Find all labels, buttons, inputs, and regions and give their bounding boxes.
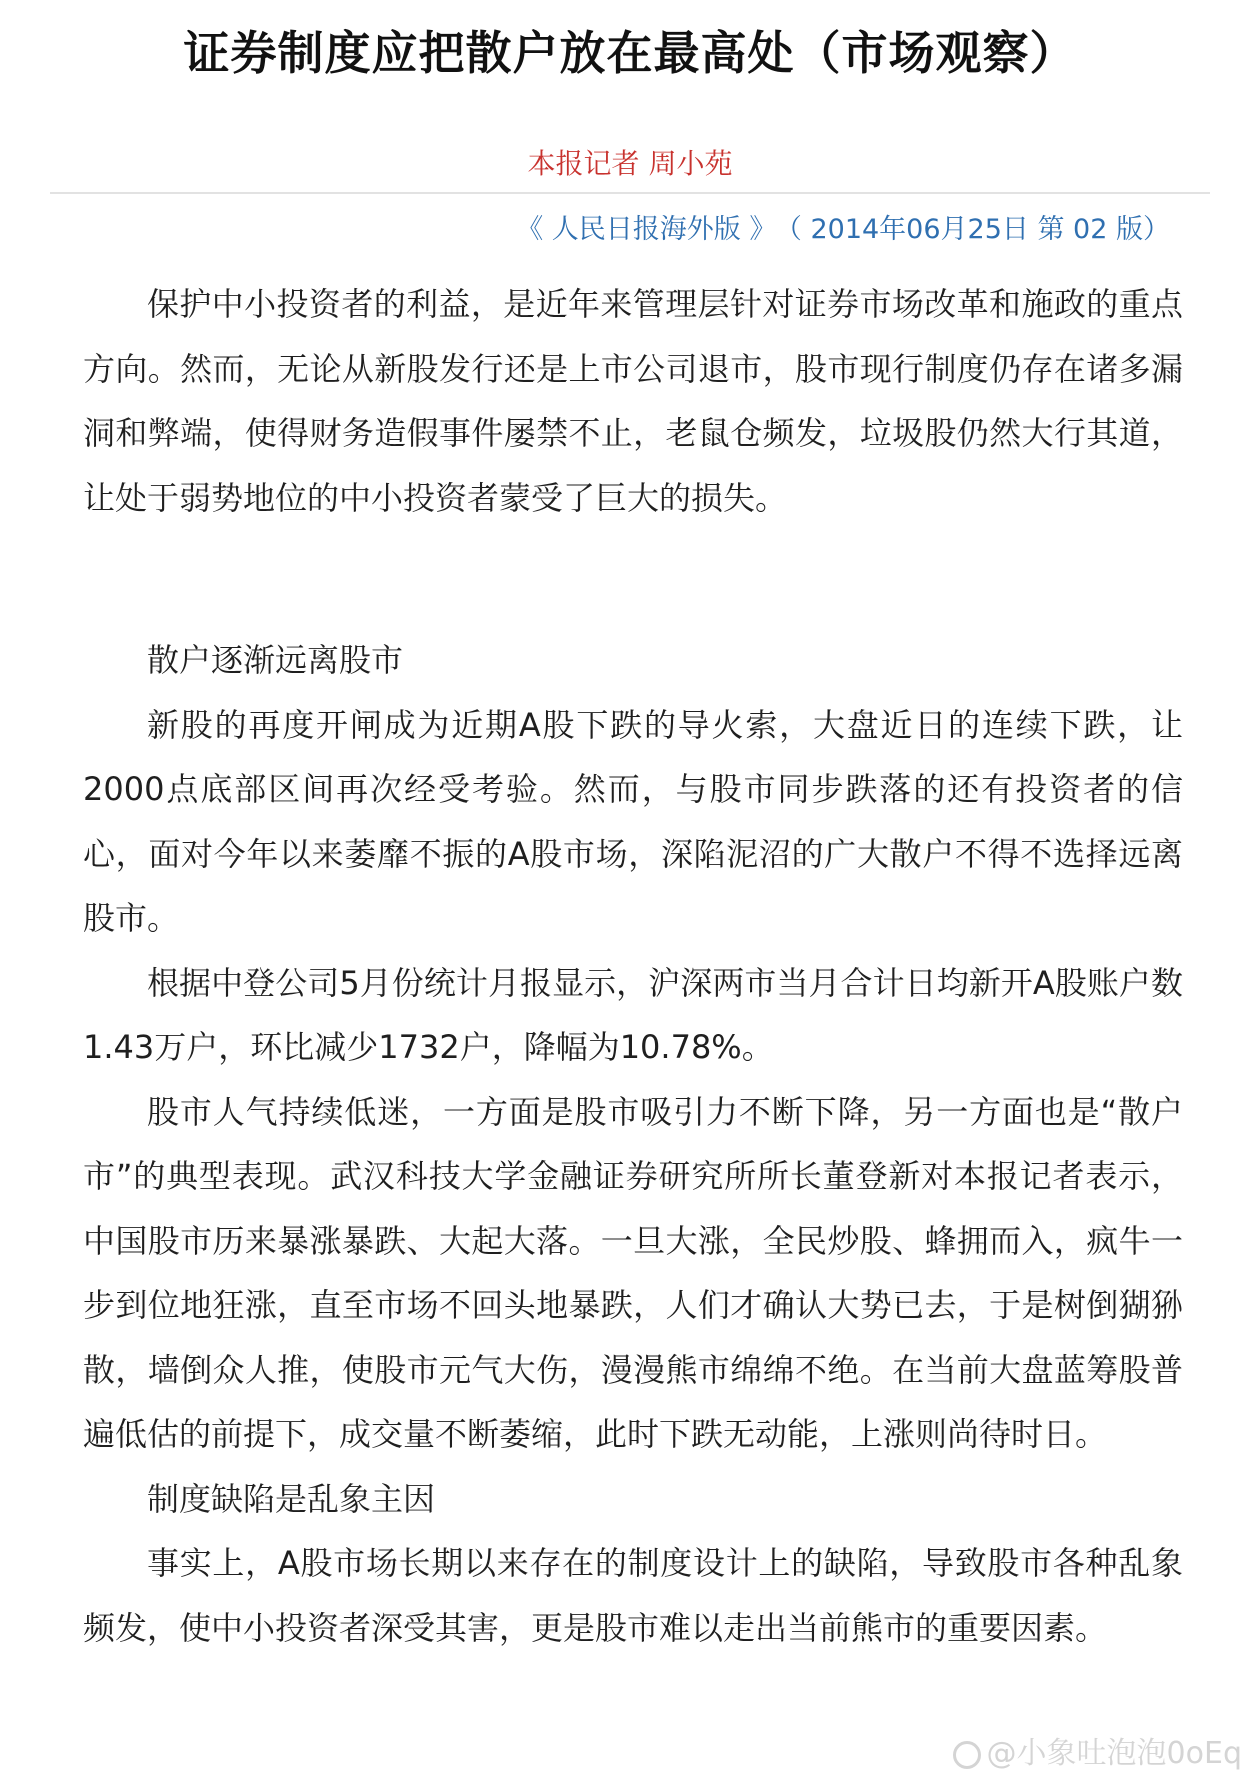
source-date: （ 2014年06月25日 第 02 版） xyxy=(788,214,1170,245)
watermark-text: @小象吐泡泡0oEq xyxy=(986,1736,1242,1771)
watermark xyxy=(953,1736,1242,1772)
paragraph-system-design: 事实上，A股市场长期以来存在的制度设计上的缺陷，导致股市各种乱象频发，使中小投资者深受其害，更是股市难以走出当前熊市的重要因素。 xyxy=(83,1544,1183,1647)
divider xyxy=(50,192,1210,194)
spacer xyxy=(83,530,1183,628)
subheading-system-flaws: 制度缺陷是乱象主因 xyxy=(147,1479,436,1518)
subheading-retail-leaving: 散户逐渐远离股市 xyxy=(147,641,404,679)
article-source xyxy=(504,210,1170,250)
article-body xyxy=(83,272,1183,1660)
article-byline: 本报记者 周小苑 xyxy=(527,147,733,180)
paw-icon xyxy=(953,1741,981,1769)
paragraph-account-stats: 根据中登公司5月份统计月报显示，沪深两市当月合计日均新开A股账户数1.43万户，环比减少1732户，降幅为10.78%。 xyxy=(83,963,1183,1066)
paragraph-ipo-decline: 新股的再度开闸成为近期A股下跌的导火索，大盘近日的连续下跌，让2000点底部区间再次经受考验。然而，与股市同步跌落的还有投资者的信心，面对今年以来萎靡不振的A股市场，深陷泥沼的广大散户不得不选择远离股市。 xyxy=(83,705,1183,937)
article-headline: 证券制度应把散户放在最高处（市场观察） xyxy=(183,26,1077,80)
paragraph-market-sentiment: 股市人气持续低迷，一方面是股市吸引力不断下降，另一方面也是“散户市”的典型表现。武汉科技大学金融证券研究所所长董登新对本报记者表示，中国股市历来暴涨暴跌、大起大落。一旦大涨，全民炒股、蜂拥而入，疯牛一步到位地狂涨，直至市场不回头地暴跌，人们才确认大势已去，于是树倒猢狲散，墙倒众人推，使股市元气大伤，漫漫熊市绵绵不绝。在当前大盘蓝筹股普遍低估的前提下，成交量不断萎缩，此时下跌无动能，上涨则尚待时日。 xyxy=(83,1092,1183,1453)
paragraph-intro: 保护中小投资者的利益，是近年来管理层针对证券市场改革和施政的重点方向。然而，无论从新股发行还是上市公司退市，股市现行制度仍存在诸多漏洞和弊端，使得财务造假事件屡禁不止，老鼠仓频发，垃圾股仍然大行其道，让处于弱势地位的中小投资者蒙受了巨大的损失。 xyxy=(83,285,1183,517)
source-paper-link[interactable]: 《 人民日报海外版 》 xyxy=(516,214,777,245)
